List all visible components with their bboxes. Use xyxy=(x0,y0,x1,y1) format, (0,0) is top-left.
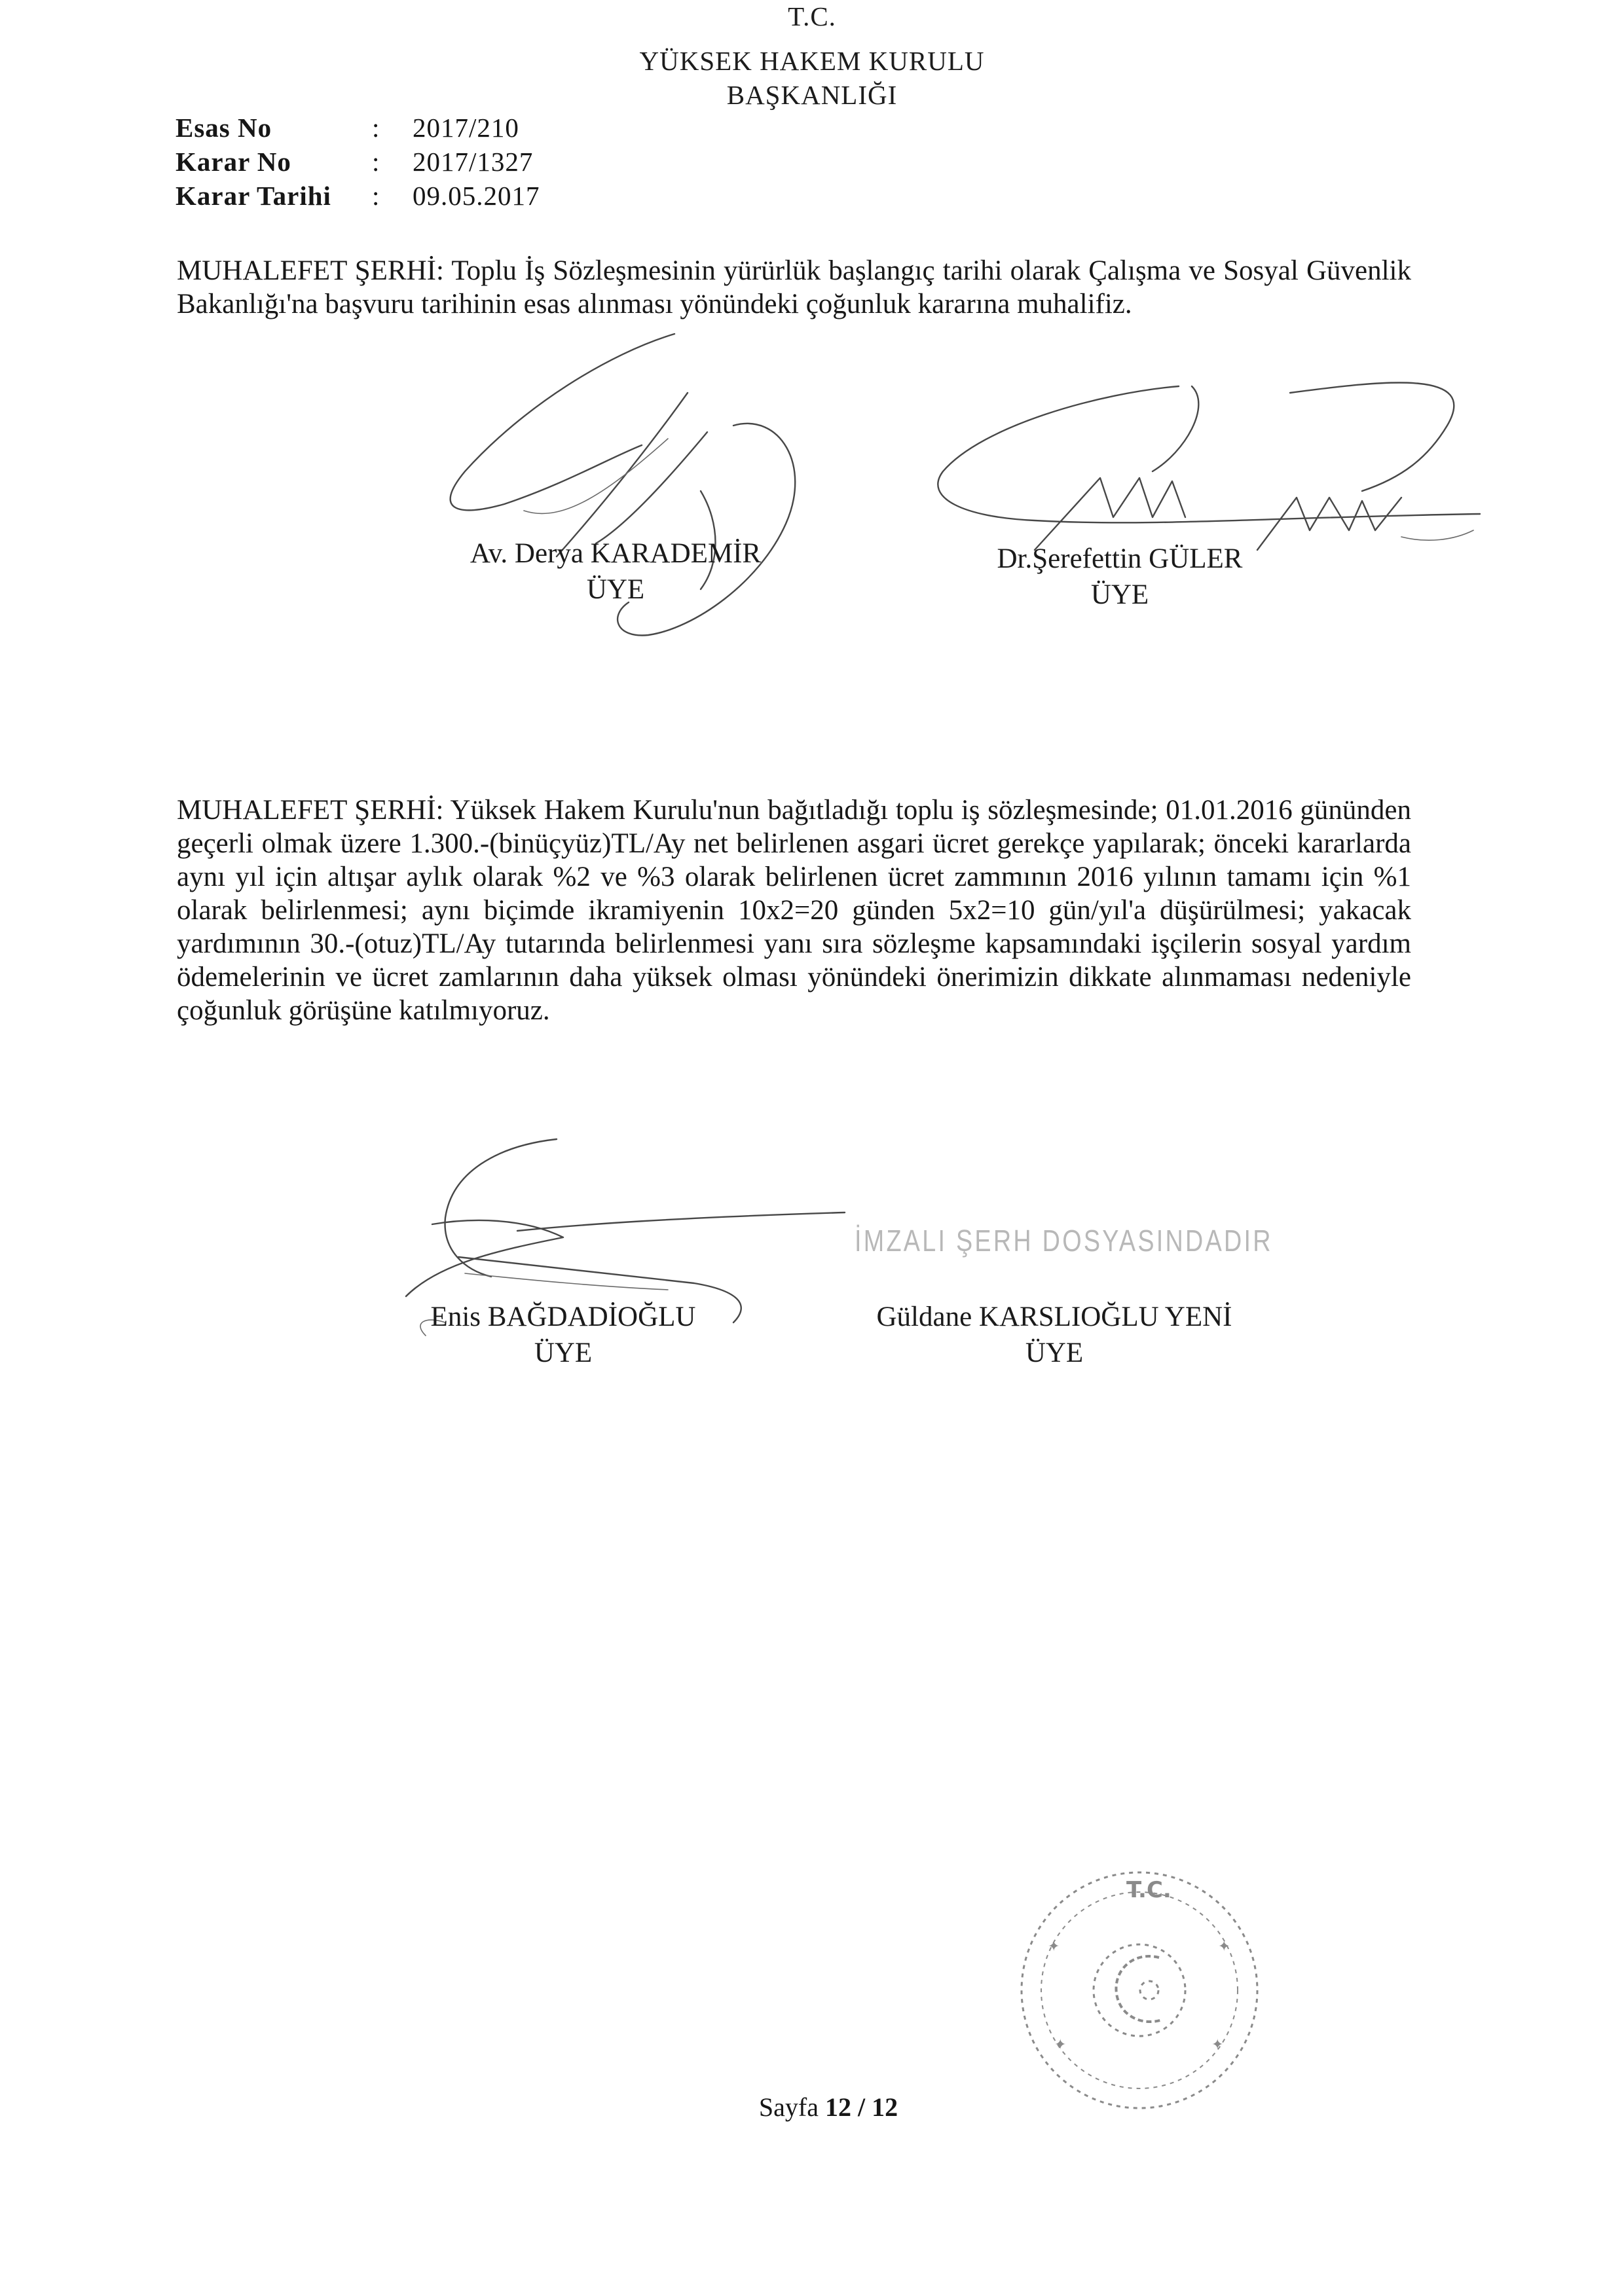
institution-name: YÜKSEK HAKEM KURULU xyxy=(639,46,985,76)
meta-row-karar xyxy=(175,145,533,178)
dissent-opinion-1: MUHALEFET ŞERHİ: Toplu İş Sözleşmesinin yürürlük başlangıç tarihi olarak Çalışma ve Sosyal Güvenlik Bakanlığı'na başvuru tarihinin esas alınması yönündeki çoğunluk kararına muhalifiz. xyxy=(177,255,1411,319)
signatory-enis-bagdadioglu xyxy=(367,1299,760,1371)
signatory-name: Dr.Şerefettin GÜLER xyxy=(997,543,1243,574)
esas-value: 2017/210 xyxy=(413,113,519,143)
signed-in-file-stamp: İMZALI ŞERH DOSYASINDADIR xyxy=(855,1224,1273,1258)
meta-row-tarih xyxy=(175,179,540,212)
page-current: 12 xyxy=(824,2092,851,2122)
institution-unit: BAŞKANLIĞI xyxy=(726,80,898,110)
signatory-name: Güldane KARSLIOĞLU YENİ xyxy=(876,1302,1232,1332)
signatory-name: Av. Derya KARADEMİR xyxy=(470,538,762,569)
dissent-opinion-2: MUHALEFET ŞERHİ: Yüksek Hakem Kurulu'nun bağıtladığı toplu iş sözleşmesinde; 01.01.2016 gününden geçerli olmak üzere 1.300.-(binüçyüz)TL/Ay net belirlenen asgari ücret gerekçe yapılarak; önceki kararlarda aynı yıl için altışar aylık olarak %2 ve %3 olarak belirlenen ücret zammının 2016 yılının tamamı için %1 olarak belirlenmesi; aynı biçimde ikramiyenin 10x2=20 günden 5x2=10 gün/yıl'a düşürülmesi; yakacak yardımının 30.-(otuz)TL/Ay tutarında belirlenmesi yanı sıra sözleşme kapsamındaki işçilerin sosyal yardım ödemelerinin ve ücret zamlarının daha yüksek olması yönündeki önerimizin dikkate alınmaması nedeniyle çoğunluk görüşüne katılmıyoruz. xyxy=(177,795,1411,1026)
tarih-label: Karar Tarihi xyxy=(175,181,331,211)
svg-text:✦: ✦ xyxy=(1211,2037,1224,2053)
page-number xyxy=(710,2092,946,2123)
page-prefix: Sayfa xyxy=(758,2092,819,2122)
page-separator: / xyxy=(857,2092,866,2122)
page-total: 12 xyxy=(872,2092,898,2122)
esas-label: Esas No xyxy=(175,113,272,143)
karar-label: Karar No xyxy=(175,147,291,177)
svg-text:T.C.: T.C. xyxy=(1126,1877,1172,1903)
signatory-role: ÜYE xyxy=(534,1338,593,1368)
meta-row-esas xyxy=(175,111,519,144)
esas-separator: : xyxy=(372,113,380,143)
signatory-role: ÜYE xyxy=(1025,1338,1084,1368)
svg-text:✦: ✦ xyxy=(1218,1939,1230,1955)
header-top-line: T.C. xyxy=(788,1,836,31)
signatory-guldane-karslioglu-yeni xyxy=(812,1299,1297,1371)
official-seal xyxy=(1002,1859,1277,2121)
signatory-role: ÜYE xyxy=(586,574,645,605)
karar-value: 2017/1327 xyxy=(413,147,534,177)
signatory-derya-karademir xyxy=(419,536,812,608)
svg-text:✦: ✦ xyxy=(1054,2037,1067,2053)
signatory-role: ÜYE xyxy=(1090,579,1149,610)
tarih-value: 09.05.2017 xyxy=(413,181,540,211)
signatory-name: Enis BAĞDADİOĞLU xyxy=(430,1302,696,1332)
tarih-separator: : xyxy=(372,181,380,211)
signatory-serefettin-guler xyxy=(936,541,1303,613)
karar-separator: : xyxy=(372,147,380,177)
svg-text:✦: ✦ xyxy=(1048,1939,1060,1955)
